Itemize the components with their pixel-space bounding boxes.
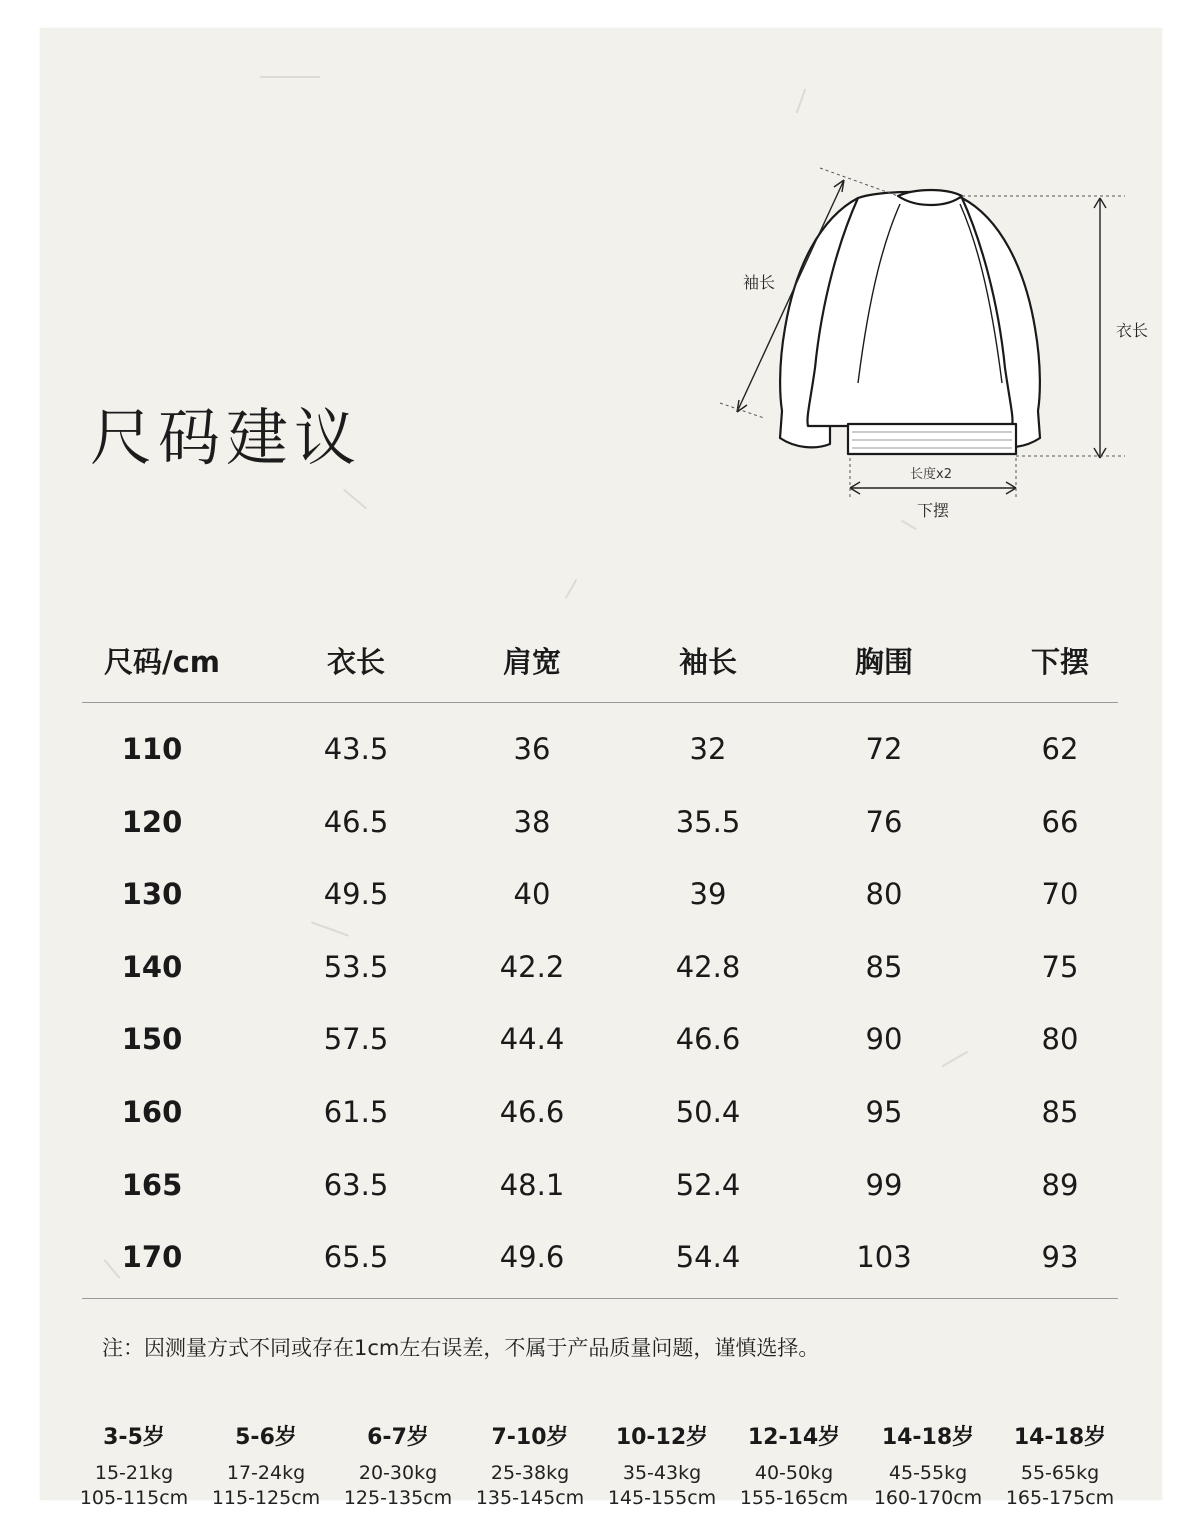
height-range: 145-155cm	[607, 1487, 717, 1509]
age-label: 14-18岁	[881, 1425, 975, 1450]
measure-cell: 32	[689, 732, 727, 766]
table-row	[82, 1240, 1118, 1280]
measure-cell: 39	[689, 877, 727, 912]
table-row	[82, 1095, 1118, 1135]
measure-cell: 62	[1041, 732, 1079, 766]
measure-cell: 99	[865, 1167, 903, 1202]
measure-cell: 46.5	[323, 804, 389, 839]
weight-range: 17-24kg	[226, 1462, 306, 1484]
height-range: 165-175cm	[1005, 1487, 1115, 1509]
measure-cell: 72	[865, 732, 903, 766]
age-group	[1006, 1420, 1114, 1511]
measure-cell: 95	[865, 1095, 903, 1129]
measure-cell: 93	[1041, 1240, 1079, 1275]
size-cell: 165	[121, 1167, 183, 1202]
measure-cell: 40	[513, 877, 551, 912]
age-guide	[40, 1420, 1162, 1520]
measure-cell: 49.6	[499, 1240, 565, 1275]
measure-cell: 80	[865, 877, 903, 912]
measure-cell: 46.6	[675, 1022, 741, 1057]
table-row	[82, 805, 1118, 845]
header-length: 衣长	[326, 645, 386, 679]
weight-range: 45-55kg	[888, 1462, 968, 1484]
table-row	[82, 732, 1118, 772]
measure-cell: 70	[1041, 877, 1079, 912]
sleeve-length-label: 袖长	[743, 273, 776, 292]
measure-cell: 36	[513, 732, 551, 766]
size-cell: 140	[121, 949, 183, 984]
table-row	[82, 950, 1118, 990]
table-body	[82, 702, 1118, 1299]
header-chest: 胸围	[854, 645, 914, 679]
disclaimer-note: 注：因测量方式不同或存在1cm左右误差，不属于产品质量问题，谨慎选择。	[102, 1336, 820, 1360]
age-group	[608, 1420, 716, 1511]
age-group	[344, 1420, 452, 1511]
height-range: 115-125cm	[211, 1487, 321, 1509]
paper-fiber	[343, 489, 367, 510]
measure-cell: 85	[1041, 1095, 1079, 1129]
header-size: 尺码/cm	[103, 645, 221, 679]
measure-cell: 44.4	[499, 1022, 565, 1057]
measure-cell: 80	[1041, 1022, 1079, 1057]
measure-cell: 42.2	[499, 949, 565, 984]
measure-cell: 53.5	[323, 949, 389, 984]
measure-cell: 49.5	[323, 877, 389, 912]
paper-fiber	[260, 76, 320, 78]
table-row	[82, 877, 1118, 917]
measure-cell: 35.5	[675, 804, 741, 839]
age-label: 14-18岁	[1013, 1425, 1107, 1450]
weight-range: 35-43kg	[622, 1462, 702, 1484]
age-label: 3-5岁	[103, 1425, 165, 1450]
age-label: 6-7岁	[367, 1425, 429, 1450]
measure-cell: 48.1	[499, 1167, 565, 1202]
age-label: 12-14岁	[747, 1425, 841, 1450]
measure-cell: 43.5	[323, 732, 389, 766]
table-row	[82, 1022, 1118, 1062]
age-label: 7-10岁	[491, 1425, 569, 1450]
measure-cell: 38	[513, 804, 551, 839]
table-row	[82, 1168, 1118, 1208]
header-hem: 下摆	[1030, 645, 1090, 679]
body-length-label: 衣长	[1116, 321, 1149, 340]
header-sleeve: 袖长	[678, 645, 738, 679]
measure-cell: 76	[865, 804, 903, 839]
measure-cell: 54.4	[675, 1240, 741, 1275]
weight-range: 15-21kg	[94, 1462, 174, 1484]
age-group	[212, 1420, 320, 1511]
measure-cell: 66	[1041, 804, 1079, 839]
height-range: 160-170cm	[873, 1487, 983, 1509]
measure-cell: 103	[856, 1240, 912, 1275]
weight-range: 55-65kg	[1020, 1462, 1100, 1484]
measure-cell: 85	[865, 949, 903, 984]
paper-fiber	[565, 579, 578, 599]
age-label: 5-6岁	[235, 1425, 297, 1450]
header-shoulder: 肩宽	[502, 645, 562, 679]
size-cell: 130	[121, 877, 183, 912]
weight-range: 25-38kg	[490, 1462, 570, 1484]
age-group	[740, 1420, 848, 1511]
age-group	[874, 1420, 982, 1511]
measure-cell: 75	[1041, 949, 1079, 984]
paper-fiber	[796, 88, 807, 113]
measure-cell: 57.5	[323, 1022, 389, 1057]
height-range: 105-115cm	[79, 1487, 189, 1509]
table-header-row	[82, 618, 1118, 703]
measure-cell: 63.5	[323, 1167, 389, 1202]
size-cell: 160	[121, 1095, 183, 1129]
age-group	[476, 1420, 584, 1511]
size-table	[82, 618, 1118, 1298]
hem-label: 下摆	[917, 501, 950, 520]
measure-cell: 50.4	[675, 1095, 741, 1129]
size-cell: 110	[121, 732, 183, 766]
size-cell: 150	[121, 1022, 183, 1057]
measure-cell: 61.5	[323, 1095, 389, 1129]
measure-cell: 90	[865, 1022, 903, 1057]
sweatshirt-diagram	[680, 128, 1149, 528]
age-group	[80, 1420, 188, 1511]
weight-range: 40-50kg	[754, 1462, 834, 1484]
measure-cell: 65.5	[323, 1240, 389, 1275]
weight-range: 20-30kg	[358, 1462, 438, 1484]
size-cell: 170	[121, 1240, 183, 1275]
hem-x2-label: 长度x2	[910, 467, 952, 482]
height-range: 125-135cm	[343, 1487, 453, 1509]
height-range: 135-145cm	[475, 1487, 585, 1509]
size-guide-card	[40, 28, 1162, 1509]
measure-cell: 46.6	[499, 1095, 565, 1129]
measure-cell: 89	[1041, 1167, 1079, 1202]
size-cell: 120	[121, 804, 183, 839]
page-title: 尺码建议	[90, 401, 363, 474]
height-range: 155-165cm	[739, 1487, 849, 1509]
measure-cell: 42.8	[675, 949, 741, 984]
measure-cell: 52.4	[675, 1167, 741, 1202]
age-label: 10-12岁	[615, 1425, 709, 1450]
